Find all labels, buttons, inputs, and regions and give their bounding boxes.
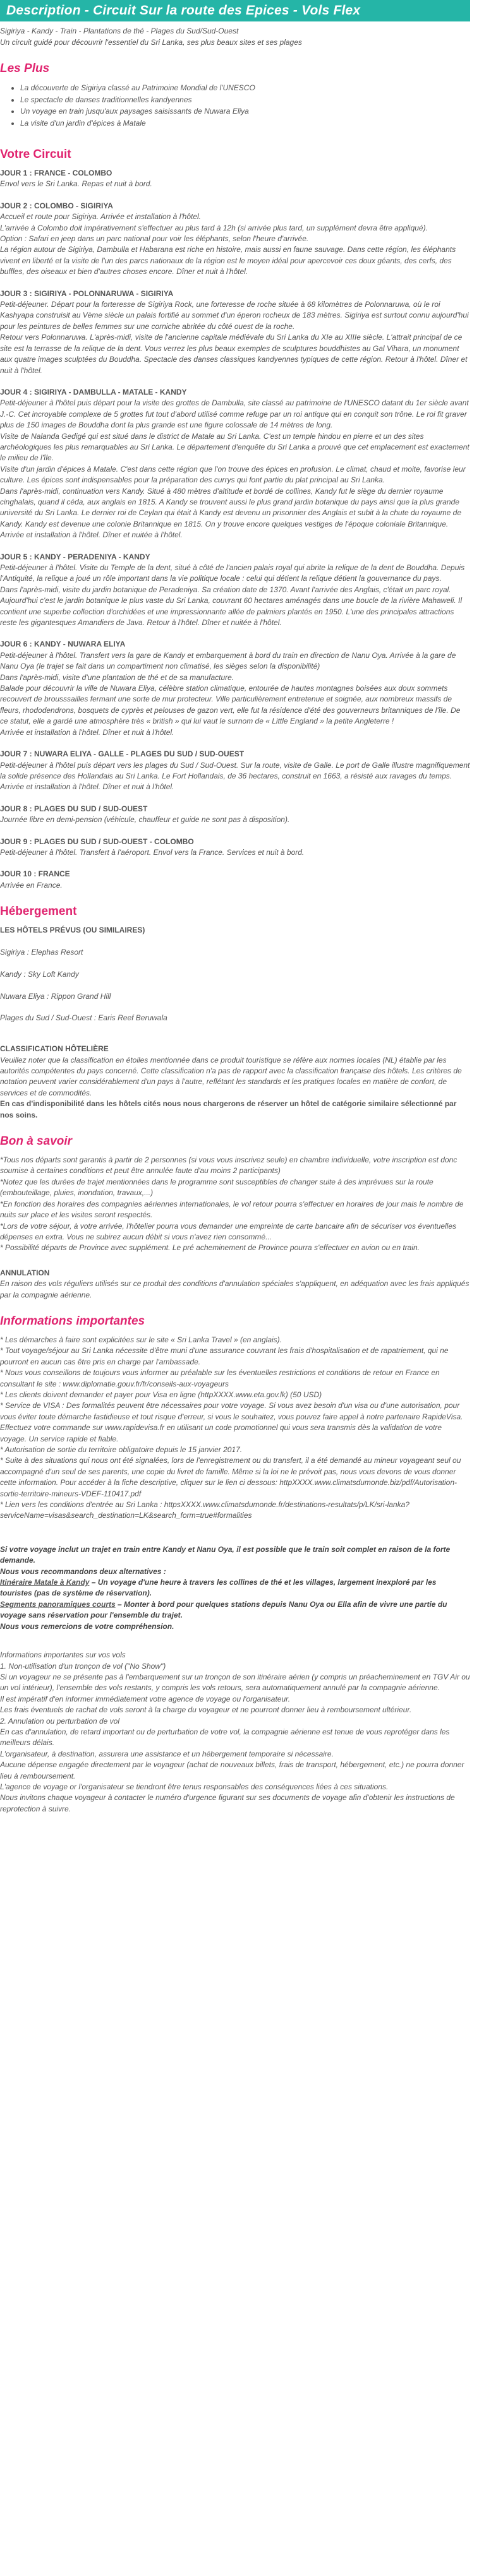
train-alt-1-text: – Un voyage d'une heure à travers les collines de thé et les villages, largement inexploré par les touristes (pas de système de réservation).	[0, 1578, 437, 1598]
day-1	[0, 168, 470, 190]
list-item: • Le spectacle de danses traditionnelles kandyennes	[20, 94, 470, 106]
day-2	[0, 201, 470, 278]
flight-info: Informations importantes sur vos vols 1. Non-utilisation d'un tronçon de vol ("No Show") Si un voyageur ne se présente pas à l'embarquement sur un tronçon de son itinéraire aérien (y compris un préacheminement en TGV Air ou un vol intérieur), l'ensemble des vols restants, y compris les vols retours, sera automatiquement annulé par la compagnie aérienne. Il est impératif d'en informer immédiatement votre agence de voyage ou l'organisateur. Les frais éventuels de rachat de vols seront à la charge du voyageur et ne pourront donner lieu à remboursement ultérieur. 2. Annulation ou perturbation de vol En cas d'annulation, de retard important ou de perturbation de votre vol, la compagnie aérienne est tenue de vous reprotéger dans les meilleurs délais. L'organisateur, à destination, assurera une assistance et un hébergement temporaire si nécessaire. Aucune dépense engagée directement par le voyageur (achat de nouveaux billets, frais de transport, hébergement, etc.) ne pourra donner lieu à remboursement. L'agence de voyage or l'organisateur se tiendront être tenus responsables des conséquences liées à ces situations. Nous invitons chaque voyageur à contacter le numéro d'urgence figurant sur ses documents de voyage afin d'obtenir les instructions de reprotection à suivre.	[0, 1650, 470, 1813]
train-alt-2-text: – Monter à bord pour quelques stations depuis Nanu Oya ou Ella afin de vivre une partie du voyage sans réservation pour l'ensemble du trajet.	[0, 1599, 447, 1620]
infos-heading: Informations importantes	[0, 1314, 145, 1328]
hotel-list	[0, 936, 470, 1035]
day-title: JOUR 10 : FRANCE	[0, 869, 70, 879]
list-item: • La découverte de Sigiriya classé au Patrimoine Mondial de l'UNESCO	[20, 82, 470, 94]
list-item: Kandy : Sky Loft Kandy	[0, 969, 79, 979]
day-body: Petit-déjeuner à l'hôtel. Transfert vers la gare de Kandy et embarquement à bord du train en direction de Nanu Oya. Arrivée à la gare de Nanu Oya (le trajet se fait dans un compartiment non climatisé, les sièges selon la disponibilité) Dans l'après-midi, visite d'une plantation de thé et de sa manufacture. Balade pour découvrir la ville de Nuwara Eliya, célèbre station climatique, entourée de hautes montagnes boisées aux doux sommets recouvert de brousssailles fermant une sorte de mur protecteur. Ville particulièrement entretenue et soignée, aux nombreux massifs de fleurs, rhododendrons, bosquets de cyprès et pelouses de gazon vert, elle fut la résidence d'été des gouverneurs britanniques de l'île. De ce statut, elle a gardé une atmosphère très « british » qui lui vaut le surnom de « Little England » la petite Angleterre ! Arrivée et installation à l'hôtel. Dîner et nuit à l'hôtel.	[0, 650, 461, 737]
day-body: Petit-déjeuner à l'hôtel puis départ pour la visite des grottes de Dambulla, site classé au patrimoine de l'UNESCO datant du 1er siècle avant J.-C. Cet incroyable complexe de 5 grottes fut tout d'abord utilisé comme refuge par un roi antique qui en conquit son trône. Le roi fit graver plus de 150 images de Bouddha dont la plus grande est une figure colossale de 14 mètres de long. Visite de Nalanda Gedigé qui est situé dans le district de Matale au Sri Lanka. C'est un temple hindou en pierre et un des sites archéologiques les plus remarquables au Sri Lanka. Le département d'enquête du Sri Lanka a prouvé que cet emplacement est exactement le milieu de l'île. Visite d'un jardin d'épices à Matale. C'est dans cette région que l'on trouve des épices en profusion. Le climat, chaud et moite, favorise leur culture. Les épices sont indispensables pour la préparation des currys qui font partie du plat principal au Sri Lanka. Dans l'après-midi, continuation vers Kandy. Situé à 480 mètres d'altitude et bordé de collines, Kandy fut le siège du dernier royaume cinghalais, quand il céda, aux anglais en 1815. A Kandy se trouvent aussi le plus grand jardin botanique du pays ainsi que la plus grande université du Sri Lanka. Le dernier roi de Ceylan qui était à Kandy est devenu un prisonnier des Anglais et subit à la chute du royaume de Kandy. Kandy est devenue une colonie Britannique en 1815. On y trouve encore quelques vestiges de l'époque coloniale Britannique. Arrivée et installation à l'hôtel. Dîner et nuitée à l'hôtel.	[0, 398, 470, 540]
day-body: Envol vers le Sri Lanka. Repas et nuit à bord.	[0, 179, 152, 189]
classification-title: CLASSIFICATION HÔTELIÈRE	[0, 1044, 109, 1054]
list-item: • La visite d'un jardin d'épices à Matale	[20, 117, 470, 129]
classification-note: En cas d'indisponibilité dans les hôtels cités nous nous chargerons de réserver un hôtel de catégorie similaire sélectionné par nos soins.	[0, 1099, 457, 1119]
plus-list	[13, 82, 470, 129]
day-7	[0, 749, 470, 793]
day-10	[0, 869, 470, 891]
day-body: Accueil et route pour Sigiriya. Arrivée et installation à l'hôtel. L'arrivée à Colombo doit impérativement s'effectuer au plus tard à 12h (si arrivée plus tard, un supplément devra être appliqué). Option : Safari en jeep dans un parc national pour voir les éléphants, selon l'heure d'arrivée. La région autour de Sigiriya, Dambulla et Habarana est riche en histoire, mais aussi en faune sauvage. Dans cette région, les éléphants vivent en liberté et la visite de l'un des parcs nationaux de la région est le moyen idéal pour apercevoir ces doux géants, des cerfs, des buffles, des oiseaux et bien d'autres choses encore. Dîner et nuit à l'hôtel.	[0, 212, 456, 277]
intro-summary: Un circuit guidé pour découvrir l'essentiel du Sri Lanka, ses plus beaux sites et ses plages	[0, 38, 302, 47]
plus-heading: Les Plus	[0, 62, 50, 75]
day-8	[0, 804, 470, 826]
classification-body: Veuillez noter que la classification en étoiles mentionnée dans ce produit touristique se réfère aux normes locales (NL) établie par les autorités compétentes du pays concerné. Cette classification n'a pas de rapport avec la classification française des hôtels. Les critères de notation peuvent varier considérablement d'un pays à l'autre, reflétant les standards et les pratiques locales en matière de confort, de services et de commodités.	[0, 1055, 462, 1097]
day-body: Petit-déjeuner. Départ pour la forteresse de Sigiriya Rock, une forteresse de roche située à 68 kilomètres de Polonnaruwa, où le roi Kashyapa construisit au Vème siècle un palais fortifié au sommet d'un éperon rocheux de 183 mètres. Sigiriya est surtout connu aujourd'hui pour les peintures de belles femmes sur une corniche abritée du côté ouest de la roche. Retour vers Polonnaruwa. L'après-midi, visite de l'ancienne capitale médiévale du Sri Lanka du XIe au XIIIe siècle. L'attrait principal de ce site est la terrasse de la relique de la dent. Vous verrez les plus beaux exemples de sculptures bouddhistes au Gal Vihara, un monument aux quatre images sculptées du Bouddha. Spectacle des danses classiques kandyennes typiques de cette région. Retour à l'hôtel. Dîner et nuit à l'hôtel.	[0, 300, 469, 375]
list-item: Plages du Sud / Sud-Ouest : Earis Reef Beruwala	[0, 1013, 167, 1023]
train-thanks: Nous vous remercions de votre compréhension.	[0, 1621, 174, 1631]
bon-a-savoir-body: *Tous nos départs sont garantis à partir de 2 personnes (si vous vous inscrivez seule) en chambre individuelle, votre inscription est donc soumise à certaines conditions et peut être annulée faute d'au moins 2 participants) *Notez que les durées de trajet mentionnées dans le programme sont susceptibles de changer suite à des imprévues sur la route (embouteillage, pluies, inondation, travaux,...) *En fonction des horaires des compagnies aériennes internationales, le vol retour pourra s'effectuer en horaires de jour mais le nombre de nuits sur place et les visites seront respectés. *Lors de votre séjour, à votre arrivée, l'hôtelier pourra vous demander une empreinte de carte bancaire afin de sécuriser vos éventuelles dépenses en extra. Vous ne subirez aucun débit si vous n'avez rien consommé... * Possibilité départs de Province avec supplément. Le pré acheminement de Province pourra s'effectuer en avion ou en train.	[0, 1155, 464, 1253]
annulation-body: En raison des vols réguliers utilisés sur ce produit des conditions d'annulation spéciales s'appliquent, en adéquation avec les frais appliqués par la compagnie aérienne.	[0, 1279, 470, 1299]
day-title: JOUR 9 : PLAGES DU SUD / SUD-OUEST - COLOMBO	[0, 837, 194, 846]
day-5	[0, 552, 470, 629]
day-title: JOUR 5 : KANDY - PERADENIYA - KANDY	[0, 552, 150, 561]
day-body: Journée libre en demi-pension (véhicule, chauffeur et guide ne sont pas à disposition).	[0, 815, 290, 825]
day-title: JOUR 7 : NUWARA ELIYA - GALLE - PLAGES DU SUD / SUD-OUEST	[0, 749, 245, 759]
train-alt-2	[0, 1599, 470, 1621]
list-item: Nuwara Eliya : Rippon Grand Hill	[0, 991, 111, 1001]
train-notice	[0, 1544, 470, 1632]
day-title: JOUR 4 : SIGIRIYA - DAMBULLA - MATALE - KANDY	[0, 387, 187, 397]
day-body: Petit-déjeuner à l'hôtel. Transfert à l'aéroport. Envol vers la France. Services et nuit à bord.	[0, 847, 305, 857]
day-6	[0, 639, 470, 738]
day-title: JOUR 8 : PLAGES DU SUD / SUD-OUEST	[0, 804, 148, 813]
day-3	[0, 289, 470, 376]
day-body: Petit-déjeuner à l'hôtel. Visite du Temple de la dent, situé à côté de l'ancien palais royal qui abrite la relique de la dent de Bouddha. Depuis l'Antiquité, la relique a joué un rôle important dans la vie politique locale : celui qui détient la relique détient la gouvernance du pays. Dans l'après-midi, visite du jardin botanique de Peradeniya. Sa création date de 1370. Avant l'arrivée des Anglais, c'était un parc royal. Aujourd'hui c'est le jardin botanique le plus vaste du Sri Lanka, couvrant 60 hectares aménagés dans une boucle de la rivière Mahaweli. Il contient une superbe collection d'orchidées et une impressionnante allée de palmiers plantés en 1950. L'une des principales attractions reste les gigantesques Amandiers de Java. Retour à l'hôtel. Dîner et nuitée à l'hôtel.	[0, 563, 465, 628]
itinerary	[0, 168, 470, 891]
day-title: JOUR 2 : COLOMBO - SIGIRIYA	[0, 201, 113, 210]
train-alt-2-label: Segments panoramiques courts	[0, 1599, 116, 1609]
infos-body: * Les démarches à faire sont explicitées sur le site « Sri Lanka Travel » (en anglais). * Tout voyage/séjour au Sri Lanka nécessite d'être muni d'une assurance couvrant les frais d'hospitalisation et de rapatriement, qui ne pourront en aucun cas être pris en charge par l'ambassade. * Nous vous conseillons de toujours vous informer au préalable sur les éventuelles restrictions et conditions de retour en France en consultant le site : www.diplomatie.gouv.fr/fr/conseils-aux-voyageurs * Les clients doivent demander et payer pour Visa en ligne (httpXXXX.www.eta.gov.lk) (50 USD) * Service de VISA : Des formalités peuvent être nécessaires pour votre voyage. Si vous avez besoin d'un visa ou d'une autorisation, pour vous éviter toute démarche fastidieuse et tout risque d'erreur, si vous le souhaitez, vous pouvez faire appel à notre partenaire RapideVisa. Effectuez votre commande sur www.rapidevisa.fr en utilisant un code promotionnel qui vous sera transmis dès la validation de votre voyage. Un service rapide et fiable. * Autorisation de sortie du territoire obligatoire depuis le 15 janvier 2017. * Suite à des situations qui nous ont été signalées, lors de l'enregistrement ou du transfert, il a été demandé au mineur voyageant seul ou accompagné d'un seul de ses parents, une copie du livret de famille. Même si la loi ne le prévoit pas, nous vous devons de vous donner cette information. Pour accéder à la fiche descriptive, cliquer sur le lien ci dessous: httpXXXX.www.climatsdumonde.biz/pdf/Autorisation-sortie-territoire-mineurs-VDEF-110417.pdf * Lien vers les conditions d'entrée au Sri Lanka : httpsXXXX.www.climatsdumonde.fr/destinations-resultats/p/LK/sri-lanka?serviceName=visas&search_destination=LK&search_form=true#formalities	[0, 1335, 463, 1520]
intro	[0, 21, 470, 48]
day-title: JOUR 6 : KANDY - NUWARA ELIYA	[0, 640, 126, 649]
day-title: JOUR 1 : FRANCE - COLOMBO	[0, 169, 112, 177]
train-alt-1	[0, 1577, 470, 1599]
hebergement-heading: Hébergement	[0, 905, 77, 919]
bon-a-savoir-heading: Bon à savoir	[0, 1135, 73, 1148]
page-title: Description - Circuit Sur la route des Epices - Vols Flex	[0, 0, 470, 21]
day-4	[0, 387, 470, 541]
train-notice-text: Si votre voyage inclut un trajet en train entre Kandy et Nanu Oya, il est possible que le train soit complet en raison de la forte demande. Nous vous recommandons deux alternatives :	[0, 1544, 451, 1576]
list-item: • Un voyage en train jusqu'aux paysages saisissants de Nuwara Eliya	[20, 105, 470, 117]
annulation-title: ANNULATION	[0, 1268, 50, 1277]
intro-route: Sigiriya - Kandy - Train - Plantations de thé - Plages du Sud/Sud-Ouest	[0, 27, 239, 35]
day-body: Arrivée en France.	[0, 880, 63, 890]
day-title: JOUR 3 : SIGIRIYA - POLONNARUWA - SIGIRIYA	[0, 289, 174, 298]
circuit-heading: Votre Circuit	[0, 148, 71, 161]
train-alt-1-label: Itinéraire Matale à Kandy	[0, 1578, 90, 1587]
day-body: Petit-déjeuner à l'hôtel puis départ vers les plages du Sud / Sud-Ouest. Sur la route, visite de Galle. Le port de Galle illustre magnifiquement la solide présence des Hollandais au Sri Lanka. Le Fort Hollandais, de 36 hectares, construit en 1663, a résisté aux ravages du temps. Arrivée et installation à l'hôtel. Dîner et nuit à l'hôtel.	[0, 760, 470, 792]
day-9	[0, 837, 470, 859]
hotels-title: LES HÔTELS PRÉVUS (OU SIMILAIRES)	[0, 926, 145, 935]
list-item: Sigiriya : Elephas Resort	[0, 947, 83, 957]
